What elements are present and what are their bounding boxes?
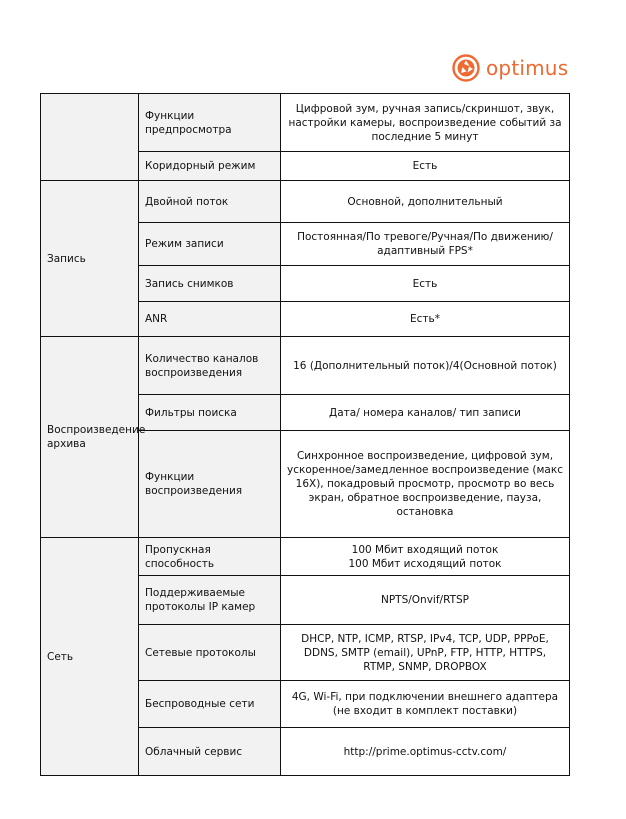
value-cell: Есть* [281,302,570,337]
group-cell: Запись [41,181,139,337]
feature-cell: Количество каналов воспроизведения [139,337,281,395]
value-line: 100 Мбит исходящий поток [348,557,502,570]
feature-cell: ANR [139,302,281,337]
feature-cell: Поддерживаемые протоколы IP камер [139,576,281,625]
feature-cell: Сетевые протоколы [139,625,281,681]
value-cell [281,538,570,576]
value-cell: Есть [281,152,570,181]
value-cell: Дата/ номера каналов/ тип записи [281,395,570,431]
table-row [41,337,570,395]
table-row [41,538,570,576]
value-cell: Есть [281,266,570,302]
value-cell: 16 (Дополнительный поток)/4(Основной поток) [281,337,570,395]
spec-table [40,93,570,776]
feature-cell: Пропускная способность [139,538,281,576]
value-cell: Постоянная/По тревоге/Ручная/По движению/адаптивный FPS* [281,223,570,266]
value-cell: Синхронное воспроизведение, цифровой зум, ускоренное/замедленное воспроизведение (макс 16X), покадровый просмотр, просмотр во весь экран, обратное воспроизведение, пауза, остановка [281,431,570,538]
table-row [41,181,570,223]
feature-cell: Двойной поток [139,181,281,223]
brand-logo [452,53,568,83]
group-cell: Воспроизведение архива [41,337,139,538]
feature-cell: Запись снимков [139,266,281,302]
group-cell [41,94,139,181]
feature-cell: Беспроводные сети [139,681,281,728]
value-cell: http://prime.optimus-cctv.com/ [281,728,570,776]
feature-cell: Коридорный режим [139,152,281,181]
value-cell: NPTS/Onvif/RTSP [281,576,570,625]
value-cell: Основной, дополнительный [281,181,570,223]
feature-cell: Функции предпросмотра [139,94,281,152]
value-line: 100 Мбит входящий поток [351,543,499,556]
group-cell: Сеть [41,538,139,776]
optimus-aperture-logo-icon [452,54,480,82]
value-cell: DHCP, NTP, ICMP, RTSP, IPv4, TCP, UDP, PPPoE, DDNS, SMTP (email), UPnP, FTP, HTTP, HTTPS, RTMP, SNMP, DROPBOX [281,625,570,681]
feature-cell: Фильтры поиска [139,395,281,431]
feature-cell: Функции воспроизведения [139,431,281,538]
feature-cell: Режим записи [139,223,281,266]
brand-name: optimus [486,56,569,80]
value-cell: 4G, Wi-Fi, при подключении внешнего адаптера (не входит в комплект поставки) [281,681,570,728]
feature-cell: Облачный сервис [139,728,281,776]
value-cell: Цифровой зум, ручная запись/скриншот, звук, настройки камеры, воспроизведение событий за последние 5 минут [281,94,570,152]
table-row [41,94,570,152]
